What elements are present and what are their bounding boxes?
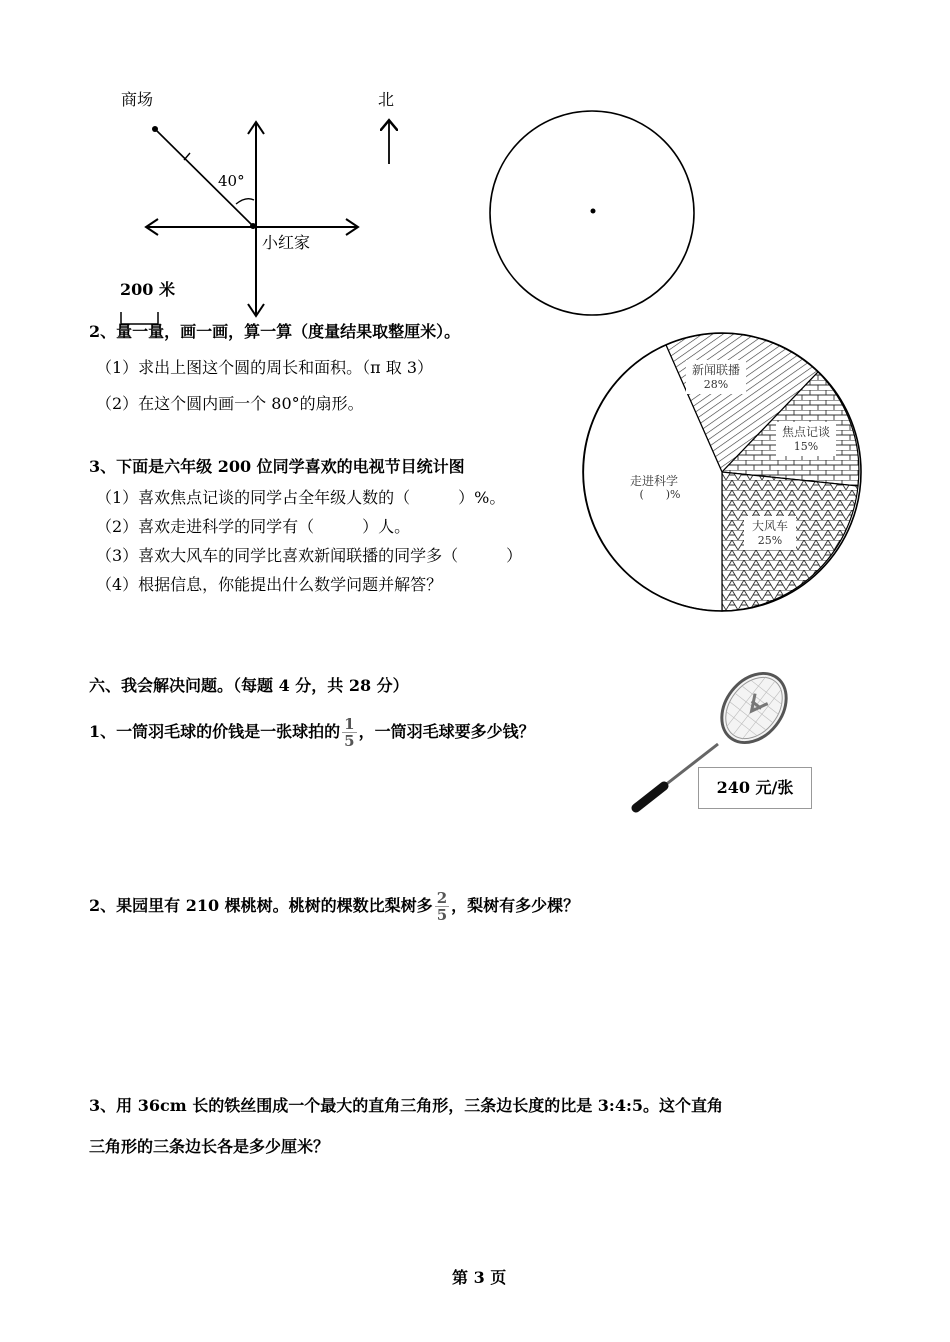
- fraction-numerator: 2: [436, 889, 448, 907]
- angle-label: 40°: [218, 172, 245, 190]
- tick-mark: [184, 153, 190, 160]
- scale-label: 200 米: [120, 280, 175, 299]
- home-point: [250, 223, 256, 229]
- problem-2-text-post: ，梨树有多少棵？: [451, 896, 580, 915]
- tv-program-pie-chart: [582, 330, 866, 614]
- measure-circle: [486, 107, 698, 319]
- fraction-denominator: 5: [344, 732, 355, 750]
- fraction-two-fifths: [435, 890, 449, 923]
- problem-2: [89, 886, 579, 926]
- pie-label-news: 新闻联播: [691, 363, 741, 377]
- pie-label-science: 走进科学: [629, 474, 679, 488]
- home-label: 小红家: [262, 233, 311, 252]
- q2-item-2: （2）在这个圆内画一个 80°的扇形。: [96, 394, 364, 413]
- fraction-numerator: 1: [344, 715, 355, 733]
- section6-title: 六、我会解决问题。（每题 4 分，共 28 分）: [89, 676, 409, 695]
- pie-pct-news: 28%: [703, 378, 729, 391]
- q3-title: 3、下面是六年级 200 位同学喜欢的电视节目统计图: [89, 457, 465, 476]
- pie-label-focus: 焦点记谈: [781, 425, 831, 439]
- north-label: 北: [378, 90, 395, 109]
- pie-pct-science: ( )%: [639, 488, 681, 501]
- q3-item-4: （4）根据信息，你能提出什么数学问题并解答？: [96, 575, 443, 594]
- fraction-one-fifth: [342, 716, 356, 749]
- page-number: 第 3 页: [452, 1268, 507, 1287]
- fraction-denominator: 5: [436, 906, 448, 924]
- pie-pct-focus: 15%: [793, 440, 819, 453]
- pie-pct-windmill: 25%: [757, 534, 783, 547]
- mall-point: [152, 126, 158, 132]
- angle-arc: [236, 199, 254, 204]
- mall-label: 商场: [121, 90, 154, 109]
- q2-title: 2、量一量，画一画，算一算（度量结果取整厘米）。: [89, 322, 461, 341]
- problem-1-text-post: ，一筒羽毛球要多少钱？: [358, 722, 535, 741]
- q3-item-1: （1）喜欢焦点记谈的同学占全年级人数的（ ）%。: [96, 488, 506, 507]
- q3-item-3: （3）喜欢大风车的同学比喜欢新闻联播的同学多（ ）: [96, 546, 523, 565]
- problem-3-line-2: 三角形的三条边长各是多少厘米？: [89, 1137, 330, 1156]
- pie-label-windmill: 大风车: [751, 519, 789, 533]
- problem-2-text-pre: 2、果园里有 210 棵桃树。桃树的棵数比梨树多: [89, 896, 433, 915]
- q2-item-1: （1）求出上图这个圆的周长和面积。（π 取 3）: [96, 358, 434, 377]
- problem-1-text-pre: 1、一筒羽毛球的价钱是一张球拍的: [89, 722, 341, 741]
- q3-item-2: （2）喜欢走进科学的同学有（ ）人。: [96, 517, 411, 536]
- problem-1: [89, 712, 535, 752]
- racket-price-box: 240 元/张: [698, 767, 812, 809]
- problem-3-line-1: 3、用 36cm 长的铁丝围成一个最大的直角三角形，三条边长度的比是 3:4:5。这个直角: [89, 1096, 723, 1115]
- circle-center: [591, 209, 596, 214]
